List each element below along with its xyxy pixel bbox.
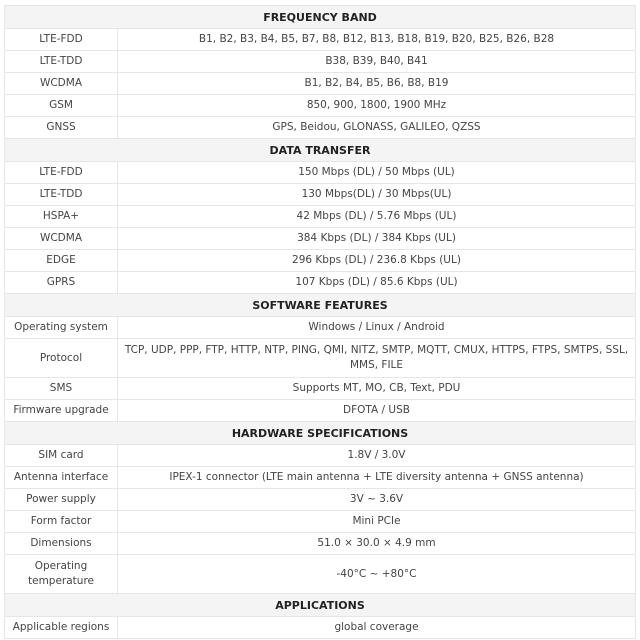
section-header-data-transfer: [5, 139, 636, 162]
row-label: SMS: [5, 378, 118, 400]
table-row: [5, 339, 636, 378]
row-value: DFOTA / USB: [118, 400, 636, 422]
row-label: Operating system: [5, 317, 118, 339]
table-row: [5, 617, 636, 639]
row-label: Form factor: [5, 511, 118, 533]
section-title: SOFTWARE FEATURES: [5, 294, 636, 317]
section-header-frequency-band: [5, 6, 636, 29]
row-label: SIM card: [5, 445, 118, 467]
row-value: B1, B2, B4, B5, B6, B8, B19: [118, 73, 636, 95]
table-row: [5, 533, 636, 555]
table-row: [5, 511, 636, 533]
table-row: [5, 228, 636, 250]
row-value: B38, B39, B40, B41: [118, 51, 636, 73]
row-label: Applicable regions: [5, 617, 118, 639]
row-value: GPS, Beidou, GLONASS, GALILEO, QZSS: [118, 117, 636, 139]
row-label: GSM: [5, 95, 118, 117]
row-value: B1, B2, B3, B4, B5, B7, B8, B12, B13, B18, B19, B20, B25, B26, B28: [118, 29, 636, 51]
row-label: LTE-TDD: [5, 184, 118, 206]
row-value: IPEX-1 connector (LTE main antenna + LTE diversity antenna + GNSS antenna): [118, 467, 636, 489]
row-label: GPRS: [5, 272, 118, 294]
table-row: [5, 162, 636, 184]
table-row: [5, 250, 636, 272]
section-title: FREQUENCY BAND: [5, 6, 636, 29]
row-value: Mini PCIe: [118, 511, 636, 533]
table-row: [5, 73, 636, 95]
table-row: [5, 206, 636, 228]
row-label: GNSS: [5, 117, 118, 139]
row-label: Dimensions: [5, 533, 118, 555]
row-value: Windows / Linux / Android: [118, 317, 636, 339]
row-label: LTE-FDD: [5, 162, 118, 184]
table-row: [5, 272, 636, 294]
row-label: LTE-FDD: [5, 29, 118, 51]
row-label: EDGE: [5, 250, 118, 272]
table-row: [5, 317, 636, 339]
table-row: [5, 95, 636, 117]
row-value: 850, 900, 1800, 1900 MHz: [118, 95, 636, 117]
table-row: [5, 445, 636, 467]
row-value: 384 Kbps (DL) / 384 Kbps (UL): [118, 228, 636, 250]
table-row: [5, 467, 636, 489]
section-header-software-features: [5, 294, 636, 317]
row-label: Power supply: [5, 489, 118, 511]
section-title: DATA TRANSFER: [5, 139, 636, 162]
row-label: Operating temperature: [5, 555, 118, 594]
section-title: HARDWARE SPECIFICATIONS: [5, 422, 636, 445]
row-label: HSPA+: [5, 206, 118, 228]
row-value: 150 Mbps (DL) / 50 Mbps (UL): [118, 162, 636, 184]
table-row: [5, 117, 636, 139]
table-row: [5, 555, 636, 594]
row-value: 130 Mbps(DL) / 30 Mbps(UL): [118, 184, 636, 206]
row-label: Firmware upgrade: [5, 400, 118, 422]
row-value: 107 Kbps (DL) / 85.6 Kbps (UL): [118, 272, 636, 294]
row-value: 3V ~ 3.6V: [118, 489, 636, 511]
row-value: 51.0 × 30.0 × 4.9 mm: [118, 533, 636, 555]
row-value: 42 Mbps (DL) / 5.76 Mbps (UL): [118, 206, 636, 228]
section-header-hardware-specifications: [5, 422, 636, 445]
spec-table: [4, 5, 636, 639]
table-row: [5, 378, 636, 400]
section-header-applications: [5, 594, 636, 617]
row-label: Protocol: [5, 339, 118, 378]
row-label: LTE-TDD: [5, 51, 118, 73]
table-row: [5, 51, 636, 73]
row-label: WCDMA: [5, 228, 118, 250]
section-title: APPLICATIONS: [5, 594, 636, 617]
row-label: WCDMA: [5, 73, 118, 95]
row-value: TCP, UDP, PPP, FTP, HTTP, NTP, PING, QMI, NITZ, SMTP, MQTT, CMUX, HTTPS, FTPS, SMTPS, SSL, MMS, FILE: [118, 339, 636, 378]
row-value: global coverage: [118, 617, 636, 639]
row-value: -40°C ~ +80°C: [118, 555, 636, 594]
row-value: 1.8V / 3.0V: [118, 445, 636, 467]
table-row: [5, 489, 636, 511]
row-value: 296 Kbps (DL) / 236.8 Kbps (UL): [118, 250, 636, 272]
table-row: [5, 400, 636, 422]
table-row: [5, 184, 636, 206]
row-value: Supports MT, MO, CB, Text, PDU: [118, 378, 636, 400]
row-label: Antenna interface: [5, 467, 118, 489]
table-row: [5, 29, 636, 51]
